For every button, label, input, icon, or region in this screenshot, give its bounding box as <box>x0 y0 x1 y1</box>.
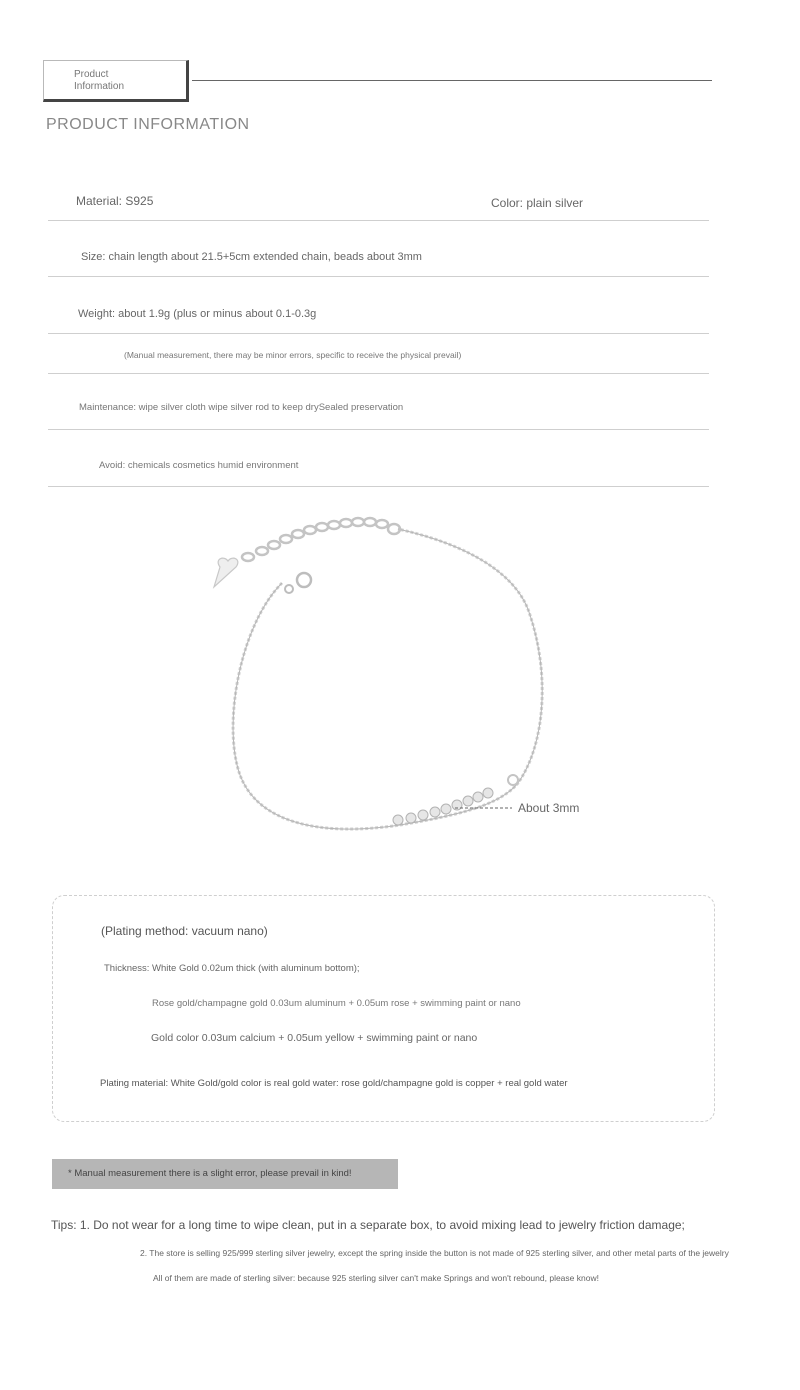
heart-charm <box>214 558 238 587</box>
plating-gold-color: Gold color 0.03um calcium + 0.05um yellow + swimming paint or nano <box>151 1032 478 1044</box>
header-divider <box>192 80 712 81</box>
plating-thickness: Thickness: White Gold 0.02um thick (with aluminum bottom); <box>104 963 360 974</box>
plating-method: (Plating method: vacuum nano) <box>101 924 268 938</box>
row-divider <box>48 220 709 221</box>
spring-clasp <box>297 573 311 587</box>
row-divider <box>48 486 709 487</box>
section-title: PRODUCT INFORMATION <box>46 116 250 133</box>
row-divider <box>48 276 709 277</box>
notice-text: * Manual measurement there is a slight error, please prevail in kind! <box>68 1168 352 1179</box>
spec-measurement-note: (Manual measurement, there may be minor errors, specific to receive the physical prevail) <box>124 350 462 360</box>
bracelet-image <box>200 505 600 850</box>
spec-maintenance: Maintenance: wipe silver cloth wipe silver rod to keep drySealed preservation <box>79 402 404 413</box>
tab-label-line2: Information <box>74 81 125 92</box>
spec-size: Size: chain length about 21.5+5cm extended chain, beads about 3mm <box>81 251 422 263</box>
end-ring <box>508 775 518 785</box>
product-info-tab-label <box>74 69 174 93</box>
tip-line-3: All of them are made of sterling silver: because 925 sterling silver can't make Springs and won't rebound, please know! <box>153 1273 599 1283</box>
row-divider <box>48 373 709 374</box>
row-divider <box>48 333 709 334</box>
spec-avoid: Avoid: chemicals cosmetics humid environment <box>99 460 299 471</box>
plating-material: Plating material: White Gold/gold color is real gold water: rose gold/champagne gold is copper + real gold water <box>100 1078 568 1089</box>
tab-label-line1: Product <box>74 69 109 80</box>
chain <box>233 529 542 829</box>
chain-core <box>233 529 542 829</box>
clasp-ring <box>285 585 293 593</box>
plating-rose-gold: Rose gold/champagne gold 0.03um aluminum + 0.05um rose + swimming paint or nano <box>152 998 521 1009</box>
tip-line-1: Tips: 1. Do not wear for a long time to wipe clean, put in a separate box, to avoid mixing lead to jewelry friction damage; <box>51 1218 685 1232</box>
spec-color: Color: plain silver <box>491 196 584 210</box>
spec-weight: Weight: about 1.9g (plus or minus about 0.1-0.3g <box>78 308 317 320</box>
row-divider <box>48 429 709 430</box>
extender-chain <box>242 518 400 561</box>
spec-material: Material: S925 <box>76 194 154 208</box>
tip-line-2: 2. The store is selling 925/999 sterling silver jewelry, except the spring inside the button is not made of 925 sterling silver, and other metal parts of the jewelry <box>140 1248 729 1258</box>
bead-size-annotation: About 3mm <box>518 801 580 815</box>
